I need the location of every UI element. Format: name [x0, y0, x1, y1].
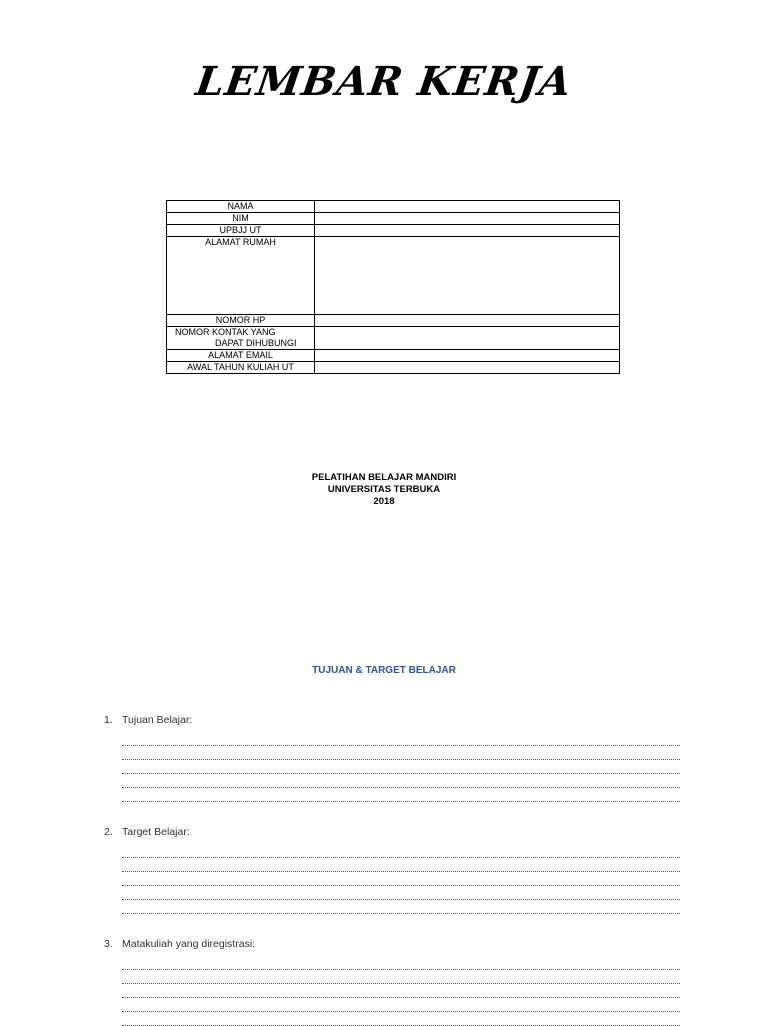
- dotted-line: [122, 844, 680, 858]
- table-row: [167, 225, 620, 237]
- table-row: [167, 327, 620, 350]
- dotted-line: [122, 788, 680, 802]
- table-row: [167, 350, 620, 362]
- label-nomor-kontak-line2: DAPAT DIHUBUNGI: [215, 338, 297, 348]
- field-nomor-kontak[interactable]: [315, 327, 620, 350]
- dotted-line: [122, 900, 680, 914]
- answer-lines[interactable]: [122, 844, 684, 914]
- dotted-line: [122, 732, 680, 746]
- dotted-line: [122, 760, 680, 774]
- dotted-line: [122, 774, 680, 788]
- dotted-line: [122, 956, 680, 970]
- list-item-target-belajar: [104, 826, 684, 914]
- table-row: [167, 213, 620, 225]
- list-number: 1.: [104, 714, 113, 726]
- label-alamat-email: ALAMAT EMAIL: [167, 350, 315, 362]
- section-title: TUJUAN & TARGET BELAJAR: [312, 665, 456, 676]
- field-upbjj[interactable]: [315, 225, 620, 237]
- dotted-line: [122, 998, 680, 1012]
- program-name: PELATIHAN BELAJAR MANDIRI: [311, 472, 457, 483]
- field-nama[interactable]: [315, 201, 620, 213]
- list-label: Target Belajar:: [122, 826, 190, 838]
- field-awal-tahun-kuliah[interactable]: [315, 362, 620, 374]
- list-item-matakuliah: [104, 938, 684, 1026]
- label-nama: NAMA: [167, 201, 315, 213]
- program-heading: [0, 472, 768, 508]
- list-number: 3.: [104, 938, 113, 950]
- label-awal-tahun-kuliah: AWAL TAHUN KULIAH UT: [167, 362, 315, 374]
- list-number: 2.: [104, 826, 113, 838]
- label-nomor-hp: NOMOR HP: [167, 315, 315, 327]
- dotted-line: [122, 970, 680, 984]
- dotted-line: [122, 984, 680, 998]
- label-nomor-kontak: [167, 327, 315, 350]
- field-alamat-email[interactable]: [315, 350, 620, 362]
- page-title: LEMBAR KERJA: [193, 58, 575, 105]
- list-item-tujuan-belajar: [104, 714, 684, 802]
- dotted-line: [122, 858, 680, 872]
- label-alamat-rumah: ALAMAT RUMAH: [167, 237, 315, 315]
- dotted-line: [122, 746, 680, 760]
- field-nim[interactable]: [315, 213, 620, 225]
- table-row: [167, 362, 620, 374]
- table-row: [167, 315, 620, 327]
- list-label: Tujuan Belajar:: [122, 714, 193, 726]
- label-nomor-kontak-line1: NOMOR KONTAK YANG: [175, 327, 276, 337]
- dotted-line: [122, 886, 680, 900]
- student-info-table: [166, 200, 620, 374]
- label-upbjj: UPBJJ UT: [167, 225, 315, 237]
- field-alamat-rumah[interactable]: [315, 237, 620, 315]
- university-name: UNIVERSITAS TERBUKA: [327, 484, 441, 495]
- program-year: 2018: [373, 496, 395, 507]
- label-nim: NIM: [167, 213, 315, 225]
- table-row: [167, 201, 620, 213]
- answer-lines[interactable]: [122, 732, 684, 802]
- answer-lines[interactable]: [122, 956, 684, 1026]
- table-row: [167, 237, 620, 315]
- dotted-line: [122, 872, 680, 886]
- list-label: Matakuliah yang diregistrasi:: [122, 938, 256, 950]
- field-nomor-hp[interactable]: [315, 315, 620, 327]
